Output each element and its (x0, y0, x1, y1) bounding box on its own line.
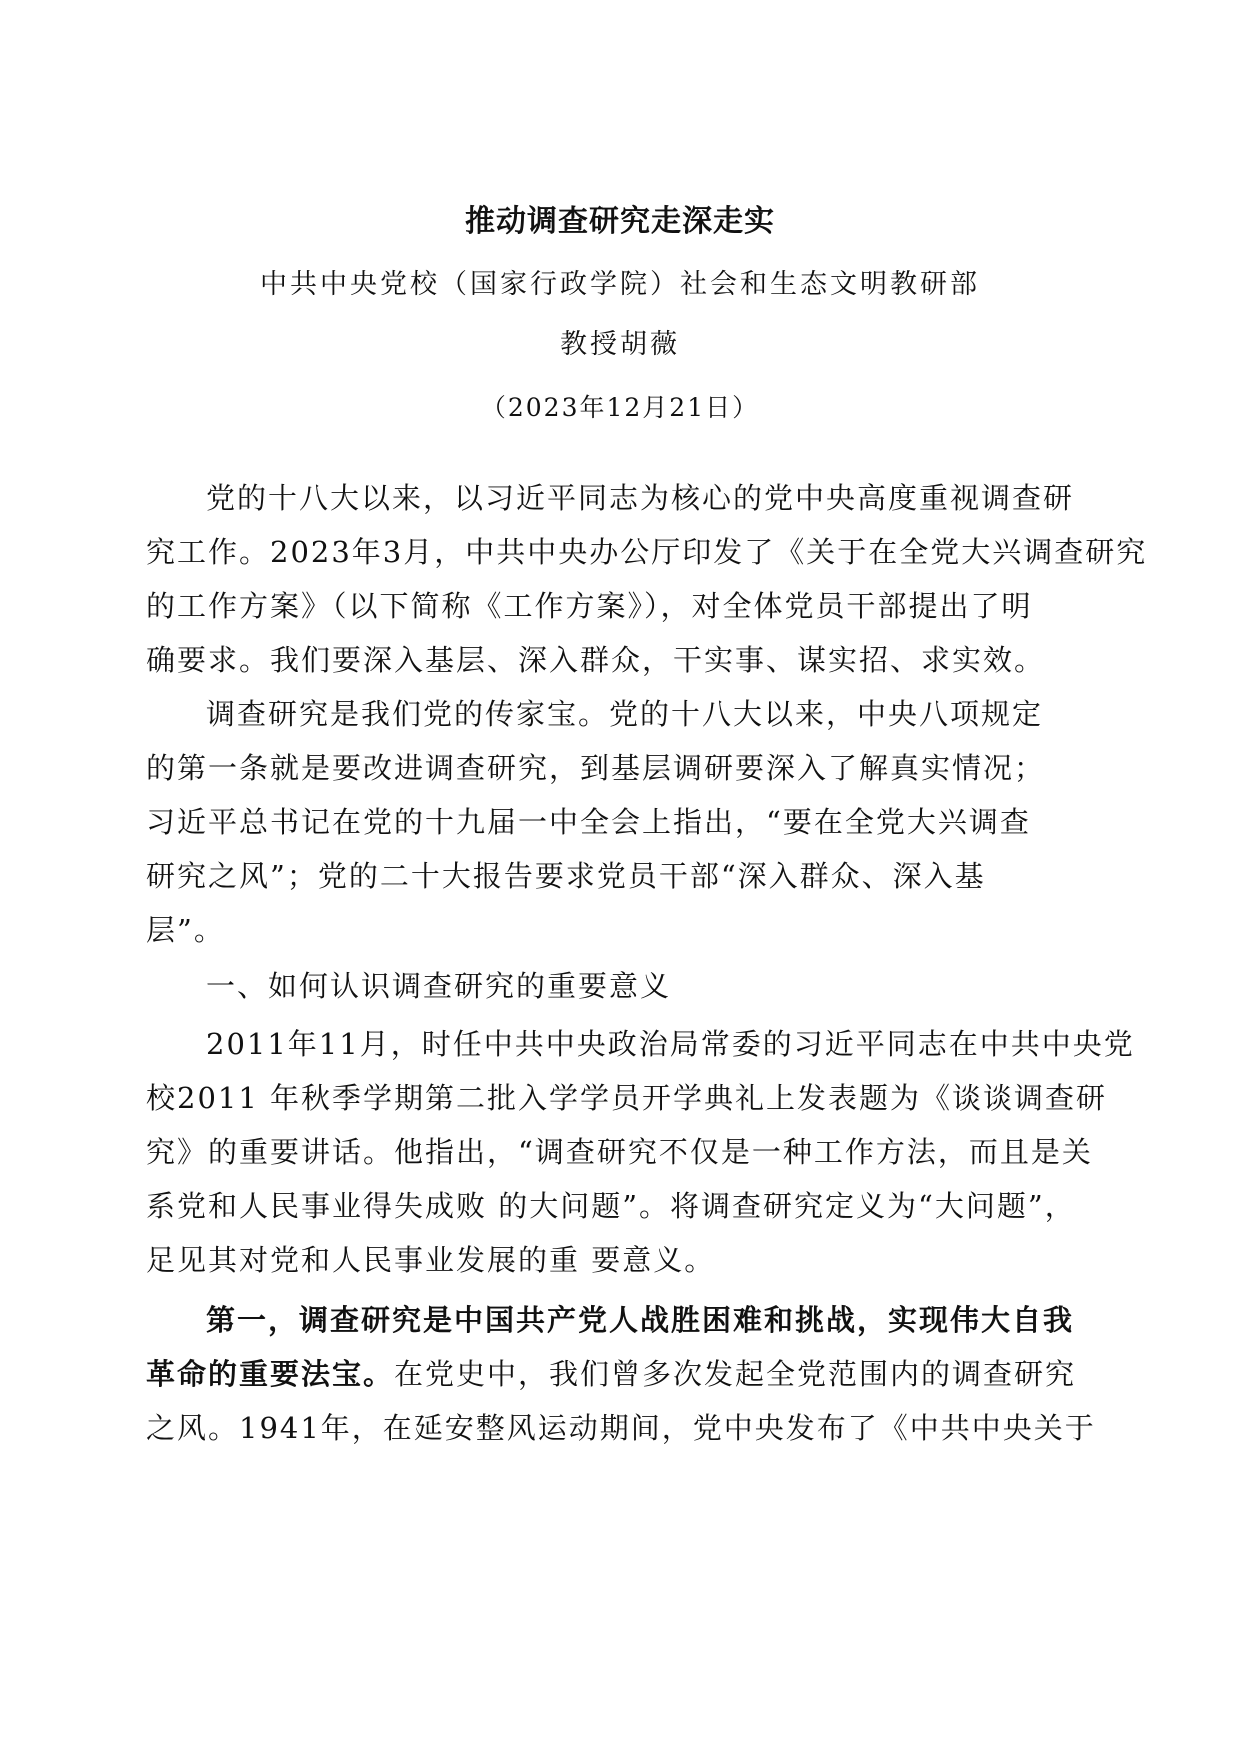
document-date: （2023年12月21日） (480, 393, 760, 422)
paragraph-line: 之风。1941年，在延安整风运动期间，党中央发布了《中共中央关于 (146, 1411, 1096, 1445)
paragraph-line: 层”。 (146, 913, 225, 947)
paragraph-text: 在党史中，我们曾多次发起全党范围内的调查研究 (394, 1357, 1077, 1391)
paragraph-line: 党的十八大以来，以习近平同志为核心的党中央高度重视调查研 (206, 481, 1075, 515)
paragraph-line: 调查研究是我们党的传家宝。党的十八大以来，中央八项规定 (206, 697, 1044, 731)
section-heading: 一、如何认识调查研究的重要意义 (206, 969, 672, 1003)
paragraph-bold-lead-end: 革命的重要法宝。 (146, 1357, 395, 1391)
paragraph-line: 究》的重要讲话。他指出，“调查研究不仅是一种工作方法，而且是关 (146, 1135, 1093, 1169)
paragraph-line: 研究之风”；党的二十大报告要求党员干部“深入群众、深入基 (146, 859, 986, 893)
paragraph-line: 2011年11月，时任中共中央政治局常委的习近平同志在中共中央党 (206, 1027, 1135, 1061)
document-title: 推动调查研究走深走实 (465, 204, 775, 239)
document-subtitle: 中共中央党校（国家行政学院）社会和生态文明教研部 (260, 269, 980, 300)
paragraph-line: 校2011 年秋季学期第二批入学学员开学典礼上发表题为《谈谈调查研 (146, 1081, 1108, 1115)
paragraph-line: 系党和人民事业得失成败 的大问题”。将调查研究定义为“大问题”， (146, 1189, 1076, 1223)
paragraph-line: 足见其对党和人民事业发展的重 要意义。 (146, 1243, 716, 1277)
paragraph-line: 究工作。2023年3月，中共中央办公厅印发了《关于在全党大兴调查研究 (146, 535, 1148, 569)
paragraph-bold-lead: 第一，调查研究是中国共产党人战胜困难和挑战，实现伟大自我 (206, 1303, 1075, 1337)
document-author: 教授胡薇 (560, 329, 680, 360)
paragraph-line: 习近平总书记在党的十九届一中全会上指出，“要在全党大兴调查 (146, 805, 1031, 839)
paragraph-line: 的工作方案》（以下简称《工作方案》），对全体党员干部提出了明 (146, 589, 1033, 623)
paragraph-line (146, 1352, 1076, 1393)
paragraph-line: 的第一条就是要改进调查研究，到基层调研要深入了解真实情况； (146, 751, 1046, 785)
paragraph-line: 确要求。我们要深入基层、深入群众，干实事、谋实招、求实效。 (146, 643, 1046, 677)
